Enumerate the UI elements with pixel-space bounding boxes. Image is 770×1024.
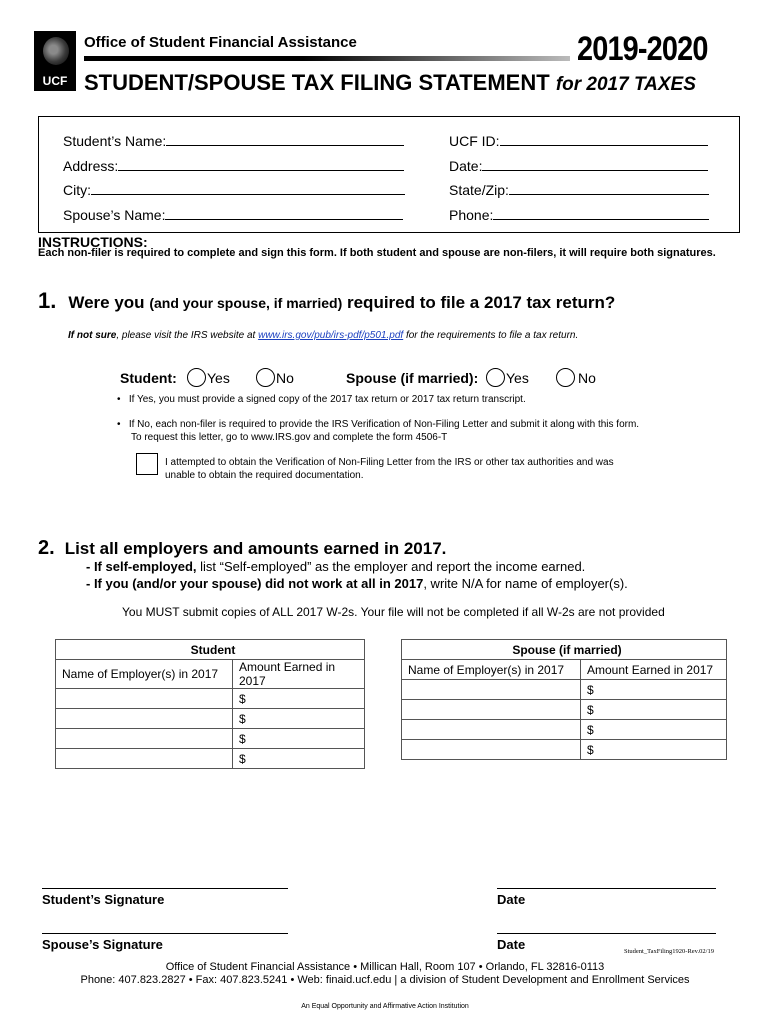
amount-cell[interactable]: $ [581,720,727,740]
state-zip-field[interactable]: State/Zip: [449,181,709,198]
student-no-radio[interactable] [256,368,275,387]
irs-link[interactable]: www.irs.gov/pub/irs-pdf/p501.pdf [258,330,404,341]
col-amount: Amount Earned in 2017 [233,660,365,689]
spouse-employer-table [401,639,727,760]
table-row [402,680,727,700]
instructions-heading: INSTRUCTIONS: [38,234,148,250]
spouse-signature-label: Spouse’s Signature [42,937,163,952]
student-date-line[interactable] [497,888,716,889]
student-label: Student: [120,370,177,386]
spouse-label: Spouse (if married): [346,370,479,386]
amount-cell[interactable]: $ [233,709,365,729]
w2-requirement: You MUST submit copies of ALL 2017 W-2s. Your file will not be completed if all W-2s are not provided [122,605,665,619]
spouse-table-title: Spouse (if married) [402,640,727,660]
spouse-yes-radio[interactable] [486,368,505,387]
aid-year: 2019-2020 [577,30,708,68]
instructions-text: Each non-filer is required to complete and sign this form. If both student and spouse are non-filers, it will require both signatures. [38,247,716,259]
spouse-date-line[interactable] [497,933,716,934]
ucf-logo [34,31,76,91]
table-row [402,700,727,720]
title-subtitle: for 2017 TAXES [555,74,696,95]
student-name-field[interactable]: Student’s Name: [63,132,404,149]
employer-cell[interactable] [402,740,581,760]
revision-number: Student_TaxFiling1920-Rev.02/19 [624,948,714,955]
bullet-no-continued: To request this letter, go to www.IRS.gov and complete the form 4506-T [131,432,448,443]
amount-cell[interactable]: $ [581,740,727,760]
phone-field[interactable]: Phone: [449,206,709,223]
page-title [84,70,696,96]
title-main: STUDENT/SPOUSE TAX FILING STATEMENT [84,70,550,95]
spouse-signature-line[interactable] [42,933,288,934]
self-employed-note: - If self-employed, list “Self-employed” as the employer and report the income earned. [86,559,586,574]
employer-cell[interactable] [56,689,233,709]
no-work-note: - If you (and/or your spouse) did not work at all in 2017, write N/A for name of employer(s). [86,576,628,591]
table-header-row [56,660,365,689]
employer-cell[interactable] [56,709,233,729]
table-header-row [402,660,727,680]
footer-contact: Phone: 407.823.2827 • Fax: 407.823.5241 • Web: finaid.ucf.edu | a division of Student Development and Enrollment Services [80,974,690,986]
employer-cell[interactable] [56,729,233,749]
address-field[interactable]: Address: [63,157,404,174]
verification-checkbox-text: I attempted to obtain the Verification of Non-Filing Letter from the IRS or other tax authorities and was unable to obtain the required documentation. [165,457,614,481]
amount-cell[interactable]: $ [233,749,365,769]
student-yes-label: Yes [207,370,230,386]
student-info-box [38,116,740,233]
employer-cell[interactable] [402,720,581,740]
employer-cell[interactable] [56,749,233,769]
bullet-yes: • If Yes, you must provide a signed copy of the 2017 tax return or 2017 tax return transcript. [117,394,526,405]
spouse-no-radio[interactable] [556,368,575,387]
table-row [56,689,365,709]
bullet-no: • If No, each non-filer is required to provide the IRS Verification of Non-Filing Letter and submit it along with this form. [117,419,640,430]
footer-eeo: An Equal Opportunity and Affirmative Action Institution [301,1003,469,1010]
table-row [402,720,727,740]
amount-cell[interactable]: $ [233,729,365,749]
question-2-title: 2. List all employers and amounts earned in 2017. [38,537,447,559]
student-signature-line[interactable] [42,888,288,889]
table-row [402,740,727,760]
student-no-label: No [276,370,294,386]
spouse-yes-label: Yes [506,370,529,386]
footer-address: Office of Student Financial Assistance • Millican Hall, Room 107 • Orlando, FL 32816-0113 [165,961,605,973]
student-signature-label: Student’s Signature [42,892,165,907]
spouse-no-label: No [578,370,596,386]
spouse-date-label: Date [497,937,526,952]
office-name: Office of Student Financial Assistance [84,34,357,51]
pegasus-icon [43,37,69,65]
col-employer: Name of Employer(s) in 2017 [56,660,233,689]
table-row [56,729,365,749]
amount-cell[interactable]: $ [581,680,727,700]
date-field[interactable]: Date: [449,157,708,174]
table-title-row [56,640,365,660]
table-row [56,749,365,769]
col-employer: Name of Employer(s) in 2017 [402,660,581,680]
student-yes-radio[interactable] [187,368,206,387]
ucf-id-field[interactable]: UCF ID: [449,132,708,149]
spouse-name-field[interactable]: Spouse’s Name: [63,206,403,223]
table-title-row [402,640,727,660]
student-date-label: Date [497,892,526,907]
header-bar [84,56,570,61]
logo-text: UCF [42,74,68,88]
student-table-title: Student [56,640,365,660]
col-amount: Amount Earned in 2017 [581,660,727,680]
city-field[interactable]: City: [63,181,405,198]
verification-checkbox[interactable] [136,453,158,475]
table-row [56,709,365,729]
irs-note: If not sure, please visit the IRS website at www.irs.gov/pub/irs-pdf/p501.pdf for the requirements to file a tax return. [68,330,579,341]
student-employer-table [55,639,365,769]
employer-cell[interactable] [402,700,581,720]
amount-cell[interactable]: $ [233,689,365,709]
amount-cell[interactable]: $ [581,700,727,720]
employer-cell[interactable] [402,680,581,700]
question-1-title: 1. Were you (and your spouse, if married) required to file a 2017 tax return? [38,288,616,313]
